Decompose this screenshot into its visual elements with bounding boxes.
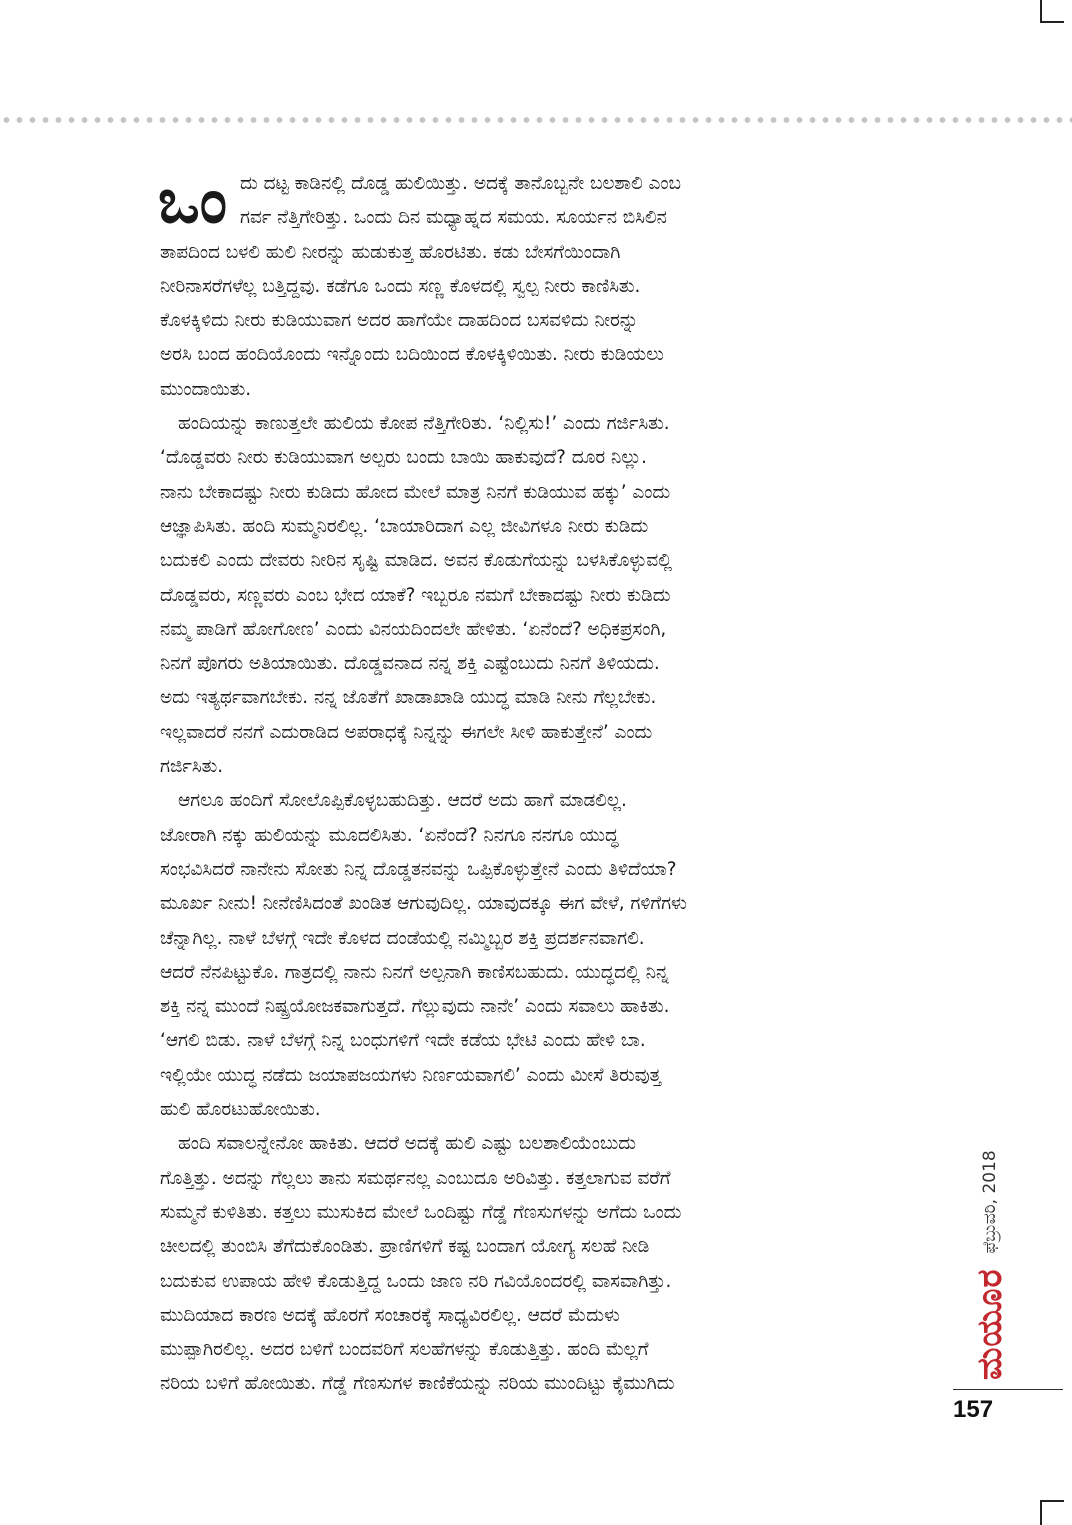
running-footer-vertical: [940, 1100, 1010, 1380]
magazine-name: ಮಯೂರ: [970, 1268, 1010, 1380]
drop-cap: ಒಂ: [158, 164, 226, 237]
text-line: ಇಲ್ಲವಾದರೆ ನನಗೆ ಎದುರಾಡಿದ ಅಪರಾಧಕ್ಕೆ ನಿನ್ನನ್ನು ಈಗಲೇ ಸೀಳಿ ಹಾಕುತ್ತೇನೆ’ ಎಂದು: [160, 721, 653, 743]
text-line: ಮೂರ್ಖ ನೀನು! ನೀನೆಣಿಸಿದಂತೆ ಖಂಡಿತ ಆಗುವುದಿಲ್ಲ. ಯಾವುದಕ್ಕೂ ಈಗ ವೇಳೆ, ಗಳಿಗೆಗಳು: [160, 893, 687, 915]
text-line: ಆಜ್ಞಾಪಿಸಿತು. ಹಂದಿ ಸುಮ್ಮನಿರಲಿಲ್ಲ. ‘ಬಾಯಾರಿದಾಗ ಎಲ್ಲ ಜೀವಿಗಳೂ ನೀರು ಕುಡಿದು: [160, 515, 649, 537]
crop-mark-bottom-right-vertical: [1040, 1500, 1042, 1525]
text-line: ನರಿಯ ಬಳಿಗೆ ಹೋಯಿತು. ಗೆಡ್ಡೆ ಗೆಣಸುಗಳ ಕಾಣಿಕೆಯನ್ನು ನರಿಯ ಮುಂದಿಟ್ಟು ಕೈಮುಗಿದು: [160, 1373, 675, 1395]
paragraph-3: [160, 784, 912, 1127]
text-line: ಸುಮ್ಮನೆ ಕುಳಿತಿತು. ಕತ್ತಲು ಮುಸುಕಿದ ಮೇಲೆ ಒಂದಿಷ್ಟು ಗೆಡ್ಡೆ ಗೆಣಸುಗಳನ್ನು ಅಗೆದು ಒಂದು: [160, 1201, 682, 1223]
text-line: ಆಗಲೂ ಹಂದಿಗೆ ಸೋಲೊಪ್ಪಿಕೊಳ್ಳಬಹುದಿತ್ತು. ಆದರೆ ಅದು ಹಾಗೆ ಮಾಡಲಿಲ್ಲ.: [178, 790, 627, 812]
text-line: ಗರ್ಜಿಸಿತು.: [160, 756, 224, 778]
paragraph-1: [158, 164, 912, 407]
text-line: ಗೊತ್ತಿತ್ತು. ಅದನ್ನು ಗೆಲ್ಲಲು ತಾನು ಸಮರ್ಥನಲ್ಲ ಎಂಬುದೂ ಅರಿವಿತ್ತು. ಕತ್ತಲಾಗುವ ವರೆಗೆ: [160, 1167, 671, 1189]
text-line: ಅರಸಿ ಬಂದ ಹಂದಿಯೊಂದು ಇನ್ನೊಂದು ಬದಿಯಿಂದ ಕೊಳಕ್ಕಿಳಿಯಿತು. ನೀರು ಕುಡಿಯಲು: [160, 344, 664, 366]
text-line: ಅದು ಇತ್ಯರ್ಥವಾಗಬೇಕು. ನನ್ನ ಜೊತೆಗೆ ಖಾಡಾಖಾಡಿ ಯುದ್ಧ ಮಾಡಿ ನೀನು ಗೆಲ್ಲಬೇಕು.: [160, 687, 657, 709]
text-line: ಕೊಳಕ್ಕಿಳಿದು ನೀರು ಕುಡಿಯುವಾಗ ಅದರ ಹಾಗೆಯೇ ದಾಹದಿಂದ ಬಸವಳಿದು ನೀರನ್ನು: [160, 310, 639, 332]
text-line: ಮುಂದಾಯಿತು.: [160, 378, 252, 400]
crop-mark-bottom-right-horizontal: [1040, 1500, 1064, 1502]
crop-mark-top-right-vertical: [1040, 0, 1042, 22]
text-line: ಹಂದಿಯನ್ನು ಕಾಣುತ್ತಲೇ ಹುಲಿಯ ಕೋಪ ನೆತ್ತಿಗೇರಿತು. ‘ನಿಲ್ಲಿಸು!’ ಎಂದು ಗರ್ಜಿಸಿತು.: [178, 413, 670, 435]
page-number-rule: [953, 1389, 1063, 1390]
text-line: ಬದುಕಲಿ ಎಂದು ದೇವರು ನೀರಿನ ಸೃಷ್ಟಿ ಮಾಡಿದ. ಅವನ ಕೊಡುಗೆಯನ್ನು ಬಳಸಿಕೊಳ್ಳುವಲ್ಲಿ: [160, 550, 673, 572]
text-line: ಗರ್ವ ನೆತ್ತಿಗೇರಿತ್ತು. ಒಂದು ದಿನ ಮಧ್ಯಾಹ್ನದ ಸಮಯ. ಸೂರ್ಯನ ಬಿಸಿಲಿನ: [240, 207, 667, 229]
text-line: ಶಕ್ತಿ ನನ್ನ ಮುಂದೆ ನಿಷ್ಪ್ರಯೋಜಕವಾಗುತ್ತದೆ. ಗೆಲ್ಲುವುದು ನಾನೇ’ ಎಂದು ಸವಾಲು ಹಾಕಿತು.: [160, 996, 670, 1018]
dotted-divider: [0, 116, 1072, 124]
paragraph-2: [160, 407, 912, 784]
page-number: 157: [953, 1396, 994, 1423]
text-line: ನಾನು ಬೇಕಾದಷ್ಟು ನೀರು ಕುಡಿದು ಹೋದ ಮೇಲೆ ಮಾತ್ರ ನಿನಗೆ ಕುಡಿಯುವ ಹಕ್ಕು’ ಎಂದು: [160, 481, 671, 503]
text-line: ನಿನಗೆ ಪೊಗರು ಅತಿಯಾಯಿತು. ದೊಡ್ಡವನಾದ ನನ್ನ ಶಕ್ತಿ ಎಷ್ಟೆಂಬುದು ನಿನಗೆ ತಿಳಿಯದು.: [160, 653, 660, 675]
text-line: ದೊಡ್ಡವರು, ಸಣ್ಣವರು ಎಂಬ ಭೇದ ಯಾಕೆ? ಇಬ್ಬರೂ ನಮಗೆ ಬೇಕಾದಷ್ಟು ನೀರು ಕುಡಿದು: [160, 584, 671, 606]
text-line: ಜೋರಾಗಿ ನಕ್ಕು ಹುಲಿಯನ್ನು ಮೂದಲಿಸಿತು. ‘ಏನೆಂದೆ? ನಿನಗೂ ನನಗೂ ಯುದ್ಧ: [160, 824, 619, 846]
crop-mark-top-right-horizontal: [1040, 21, 1064, 23]
text-line: ಆದರೆ ನೆನಪಿಟ್ಟುಕೊ. ಗಾತ್ರದಲ್ಲಿ ನಾನು ನಿನಗೆ ಅಲ್ಪನಾಗಿ ಕಾಣಿಸಬಹುದು. ಯುದ್ಧದಲ್ಲಿ ನಿನ್ನ: [160, 961, 669, 983]
text-line: ಬದುಕುವ ಉಪಾಯ ಹೇಳಿ ಕೊಡುತ್ತಿದ್ದ ಒಂದು ಜಾಣ ನರಿ ಗವಿಯೊಂದರಲ್ಲಿ ವಾಸವಾಗಿತ್ತು.: [160, 1270, 672, 1292]
text-line: ಸಂಭವಿಸಿದರೆ ನಾನೇನು ಸೋತು ನಿನ್ನ ದೊಡ್ಡತನವನ್ನು ಒಪ್ಪಿಕೊಳ್ಳುತ್ತೇನೆ ಎಂದು ತಿಳಿದೆಯಾ?: [160, 858, 677, 880]
text-line: ದು ದಟ್ಟ ಕಾಡಿನಲ್ಲಿ ದೊಡ್ಡ ಹುಲಿಯಿತ್ತು. ಅದಕ್ಕೆ ತಾನೊಬ್ಬನೇ ಬಲಶಾಲಿ ಎಂಬ: [240, 173, 681, 194]
text-line: ನಮ್ಮ ಪಾಡಿಗೆ ಹೋಗೋಣ’ ಎಂದು ವಿನಯದಿಂದಲೇ ಹೇಳಿತು. ‘ಏನೆಂದೆ? ಅಧಿಕಪ್ರಸಂಗಿ,: [160, 618, 667, 640]
text-line: ಚೀಲದಲ್ಲಿ ತುಂಬಿಸಿ ತೆಗೆದುಕೊಂಡಿತು. ಪ್ರಾಣಿಗಳಿಗೆ ಕಷ್ಟ ಬಂದಾಗ ಯೋಗ್ಯ ಸಲಹೆ ನೀಡಿ: [160, 1236, 650, 1258]
text-line: ಹಂದಿ ಸವಾಲನ್ನೇನೋ ಹಾಕಿತು. ಆದರೆ ಅದಕ್ಕೆ ಹುಲಿ ಎಷ್ಟು ಬಲಶಾಲಿಯೆಂಬುದು: [178, 1133, 636, 1155]
text-line: ‘ದೊಡ್ಡವರು ನೀರು ಕುಡಿಯುವಾಗ ಅಲ್ಪರು ಬಂದು ಬಾಯಿ ಹಾಕುವುದೆ? ದೂರ ನಿಲ್ಲು.: [160, 447, 647, 469]
paragraph-4: [160, 1127, 912, 1401]
article-body: [158, 164, 912, 1402]
text-line: ಹುಲಿ ಹೊರಟುಹೋಯಿತು.: [160, 1099, 321, 1121]
text-line: ತಾಪದಿಂದ ಬಳಲಿ ಹುಲಿ ನೀರನ್ನು ಹುಡುಕುತ್ತ ಹೊರಟಿತು. ಕಡು ಬೇಸಗೆಯಿಂದಾಗಿ: [160, 241, 621, 263]
text-line: ಚೆನ್ನಾಗಿಲ್ಲ. ನಾಳೆ ಬೆಳಗ್ಗೆ ಇದೇ ಕೊಳದ ದಂಡೆಯಲ್ಲಿ ನಮ್ಮಿಬ್ಬರ ಶಕ್ತಿ ಪ್ರದರ್ಶನವಾಗಲಿ.: [160, 927, 645, 949]
issue-date: ಫೆಬ್ರುವರಿ, 2018: [980, 1150, 1000, 1254]
text-line: ಮುಪ್ಪಾಗಿರಲಿಲ್ಲ. ಅದರ ಬಳಿಗೆ ಬಂದವರಿಗೆ ಸಲಹೆಗಳನ್ನು ಕೊಡುತ್ತಿತ್ತು. ಹಂದಿ ಮೆಲ್ಲಗೆ: [160, 1339, 649, 1361]
text-line: ನೀರಿನಾಸರೆಗಳೆಲ್ಲ ಬತ್ತಿದ್ದವು. ಕಡೆಗೂ ಒಂದು ಸಣ್ಣ ಕೊಳದಲ್ಲಿ ಸ್ವಲ್ಪ ನೀರು ಕಾಣಿಸಿತು.: [160, 275, 641, 297]
text-line: ‘ಆಗಲಿ ಬಿಡು. ನಾಳೆ ಬೆಳಗ್ಗೆ ನಿನ್ನ ಬಂಧುಗಳಿಗೆ ಇದೇ ಕಡೆಯ ಭೇಟಿ ಎಂದು ಹೇಳಿ ಬಾ.: [160, 1030, 646, 1052]
text-line: ಮುದಿಯಾದ ಕಾರಣ ಅದಕ್ಕೆ ಹೊರಗೆ ಸಂಚಾರಕ್ಕೆ ಸಾಧ್ಯವಿರಲಿಲ್ಲ. ಆದರೆ ಮೆದುಳು: [160, 1304, 620, 1326]
text-line: ಇಲ್ಲಿಯೇ ಯುದ್ಧ ನಡೆದು ಜಯಾಪಜಯಗಳು ನಿರ್ಣಯವಾಗಲಿ’ ಎಂದು ಮೀಸೆ ತಿರುವುತ್ತ: [160, 1064, 661, 1086]
